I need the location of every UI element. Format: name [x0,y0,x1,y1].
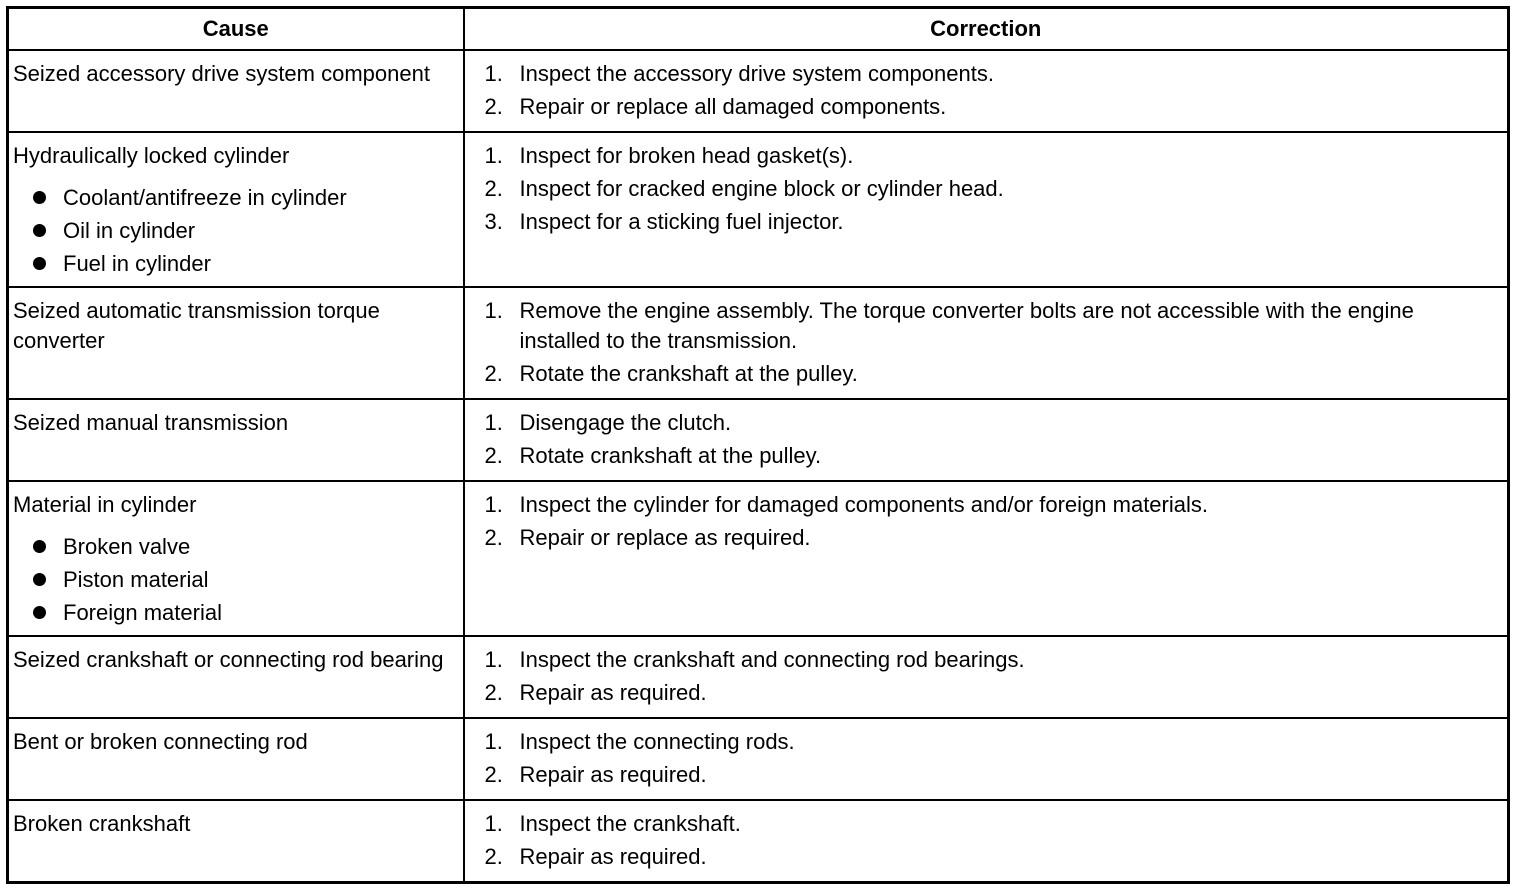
step-text: Inspect for a sticking fuel injector. [519,209,844,234]
cause-bullet-item [13,530,455,563]
diagnosis-table [6,6,1510,884]
header-correction: Correction [464,8,1509,51]
correction-step [485,727,1488,757]
correction-cell [464,399,1509,481]
bullet-text: Piston material [63,567,209,592]
correction-steps [485,408,1488,471]
step-text: Repair as required. [519,680,707,705]
bullet-dot-icon [33,540,46,553]
step-number: 2. [484,680,503,705]
correction-cell [464,287,1509,399]
correction-step [485,59,1488,89]
step-number: 2. [484,525,503,550]
step-number: 2. [484,361,503,386]
cause-cell [8,399,464,481]
step-text: Inspect the crankshaft and connecting rod bearings. [519,647,1025,672]
correction-cell [464,50,1509,132]
cause-text: Seized automatic transmission torque converter [13,298,380,353]
step-text: Repair as required. [519,844,707,869]
step-text: Inspect the crankshaft. [519,811,741,836]
bullet-dot-icon [33,606,46,619]
bullet-dot-icon [33,257,46,270]
table-row [8,132,1509,287]
step-text: Remove the engine assembly. The torque converter bolts are not accessible with the engine installed to the transmission. [519,298,1414,353]
step-number: 1. [484,647,503,672]
table-row [8,50,1509,132]
step-text: Rotate crankshaft at the pulley. [519,443,822,468]
correction-steps [485,296,1488,389]
cause-text: Broken crankshaft [13,811,191,836]
cause-text: Seized crankshaft or connecting rod bearing [13,647,444,672]
table-row [8,636,1509,718]
correction-step [485,523,1488,553]
header-cause: Cause [8,8,464,51]
cause-bullet-item [13,596,455,629]
cause-bullet-item [13,247,455,280]
bullet-text: Broken valve [63,534,191,559]
step-text: Inspect for broken head gasket(s). [519,143,854,168]
step-text: Inspect for cracked engine block or cylinder head. [519,176,1004,201]
cause-cell [8,800,464,883]
step-number: 3. [484,209,503,234]
step-text: Repair or replace as required. [519,525,811,550]
bullet-text: Fuel in cylinder [63,251,211,276]
diagnosis-table-wrapper [6,6,1507,884]
correction-step [485,760,1488,790]
table-row [8,718,1509,800]
step-number: 1. [484,729,503,754]
correction-step [485,490,1488,520]
step-text: Inspect the connecting rods. [519,729,795,754]
cause-bullet-item [13,214,455,247]
bullet-dot-icon [33,573,46,586]
correction-step [485,141,1488,171]
correction-step [485,408,1488,438]
cause-cell [8,718,464,800]
correction-step [485,174,1488,204]
cause-text: Bent or broken connecting rod [13,729,308,754]
cause-bullet-list [13,530,455,629]
bullet-text: Oil in cylinder [63,218,196,243]
cause-cell [8,50,464,132]
correction-steps [485,645,1488,708]
cause-text: Seized accessory drive system component [13,61,430,86]
step-number: 1. [484,61,503,86]
step-number: 1. [484,410,503,435]
correction-step [485,809,1488,839]
cause-bullet-list [13,181,455,280]
cause-cell [8,481,464,636]
cause-cell [8,132,464,287]
step-number: 2. [484,762,503,787]
step-text: Repair or replace all damaged components. [519,94,947,119]
correction-step [485,359,1488,389]
header-row [8,8,1509,51]
cause-cell [8,636,464,718]
step-number: 1. [484,811,503,836]
correction-steps [485,809,1488,872]
correction-cell [464,800,1509,883]
correction-step [485,842,1488,872]
step-text: Inspect the accessory drive system components. [519,61,994,86]
bullet-dot-icon [33,191,46,204]
step-text: Repair as required. [519,762,707,787]
cause-bullet-item [13,181,455,214]
bullet-text: Foreign material [63,600,222,625]
bullet-dot-icon [33,224,46,237]
correction-steps [485,727,1488,790]
correction-cell [464,481,1509,636]
step-number: 2. [484,443,503,468]
cause-bullet-item [13,563,455,596]
table-row [8,287,1509,399]
table-row [8,481,1509,636]
step-text: Inspect the cylinder for damaged components and/or foreign materials. [519,492,1208,517]
correction-step [485,92,1488,122]
correction-cell [464,132,1509,287]
table-row [8,399,1509,481]
correction-steps [485,490,1488,553]
table-row [8,800,1509,883]
correction-step [485,207,1488,237]
correction-step [485,296,1488,356]
correction-cell [464,718,1509,800]
correction-cell [464,636,1509,718]
step-number: 2. [484,844,503,869]
cause-cell [8,287,464,399]
cause-text: Hydraulically locked cylinder [13,143,290,168]
step-text: Rotate the crankshaft at the pulley. [519,361,858,386]
step-text: Disengage the clutch. [519,410,732,435]
correction-steps [485,59,1488,122]
correction-step [485,678,1488,708]
bullet-text: Coolant/antifreeze in cylinder [63,185,347,210]
step-number: 1. [484,492,503,517]
step-number: 2. [484,176,503,201]
cause-text: Material in cylinder [13,492,197,517]
correction-step [485,441,1488,471]
correction-step [485,645,1488,675]
cause-text: Seized manual transmission [13,410,289,435]
step-number: 1. [484,143,503,168]
step-number: 1. [484,298,503,323]
correction-steps [485,141,1488,237]
step-number: 2. [484,94,503,119]
